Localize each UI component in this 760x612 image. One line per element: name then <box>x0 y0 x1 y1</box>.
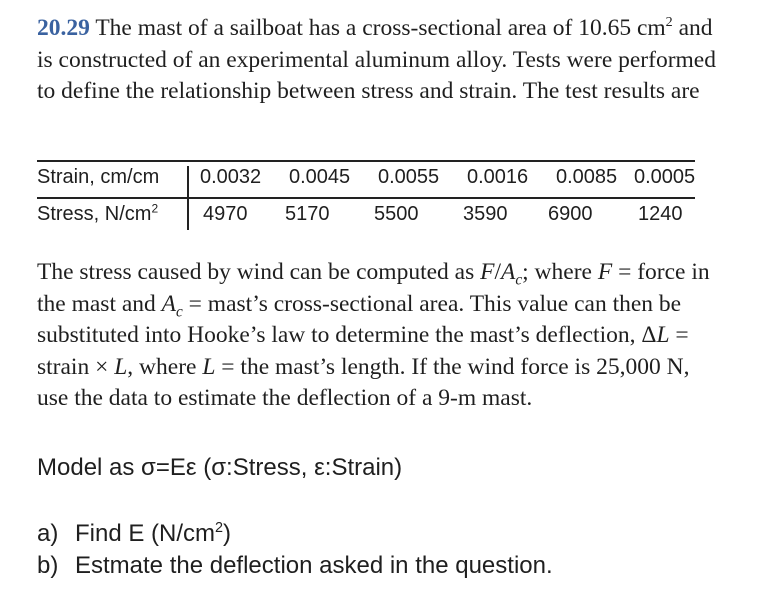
var-L: L <box>656 322 670 348</box>
task-marker: a) <box>37 520 59 547</box>
list-item <box>37 518 553 550</box>
stress-value: 6900 <box>548 203 593 225</box>
stress-value: 3590 <box>463 203 508 225</box>
var-L: L <box>202 353 216 380</box>
strain-value: 0.0032 <box>200 166 262 188</box>
stress-label <box>37 203 158 226</box>
para2-text: = mast’s cross-sectional area. This value can then be substituted into Hooke’s law to determine the mast’s deflection, Δ <box>37 290 682 348</box>
var-F: F <box>597 259 613 285</box>
problem-text-2: and is constructed of an experimental aluminum alloy. Tests were performed to define the relationship between stress and strain. The test results are <box>37 15 716 104</box>
model-statement: Model as σ=Eε (σ:Stress, ε:Strain) <box>37 454 403 481</box>
var-A: A <box>501 259 516 285</box>
strain-value: 0.0045 <box>289 166 351 188</box>
strain-value: 0.0055 <box>378 166 440 188</box>
stress-value: 4970 <box>203 203 248 225</box>
list-item <box>37 550 553 582</box>
problem-text-1-sup: 2 <box>665 14 673 31</box>
var-A: A <box>161 290 177 317</box>
task-tail: ) <box>223 520 232 547</box>
para2-text: = the mast’s length. If the wind force is 25,000 N, use the data to estimate the deflection of a 9-m mast. <box>37 353 690 411</box>
stress-strain-table <box>37 160 697 234</box>
table-column-divider <box>187 166 189 230</box>
para2-text: The stress caused by wind can be computed as <box>37 259 481 285</box>
var-A-sub: c <box>176 303 183 321</box>
task-list <box>37 518 553 582</box>
stress-label-text: Stress, N/cm <box>37 203 152 225</box>
para2-text: ; where <box>522 259 598 285</box>
strain-label: Strain, cm/cm <box>37 166 160 188</box>
para2-text: = force in the mast and <box>37 259 710 317</box>
var-L: L <box>114 353 128 380</box>
para2-text: , where <box>127 353 203 380</box>
para2-slash: / <box>494 259 501 285</box>
task-text: Estmate the deflection asked in the question. <box>75 552 553 579</box>
stress-value: 5500 <box>374 203 419 225</box>
stress-label-sup: 2 <box>151 201 159 216</box>
var-A-sub: c <box>515 271 523 289</box>
wind-stress-paragraph <box>37 257 717 415</box>
para2-text: = strain × <box>37 322 689 380</box>
task-sup: 2 <box>215 520 224 536</box>
var-F: F <box>480 259 495 285</box>
stress-value: 1240 <box>638 203 683 225</box>
task-marker: b) <box>37 552 59 579</box>
stress-value: 5170 <box>285 203 330 225</box>
table-row-stress <box>37 197 697 234</box>
strain-value: 0.0016 <box>467 166 529 188</box>
strain-value: 0.0005 <box>634 166 696 188</box>
table-row-strain <box>37 160 697 197</box>
problem-statement <box>37 13 727 108</box>
problem-text-1: The mast of a sailboat has a cross-sectional area of 10.65 cm <box>89 15 666 41</box>
strain-value: 0.0085 <box>556 166 618 188</box>
problem-number: 20.29 <box>37 15 90 41</box>
task-text: Find E (N/cm <box>75 520 216 547</box>
